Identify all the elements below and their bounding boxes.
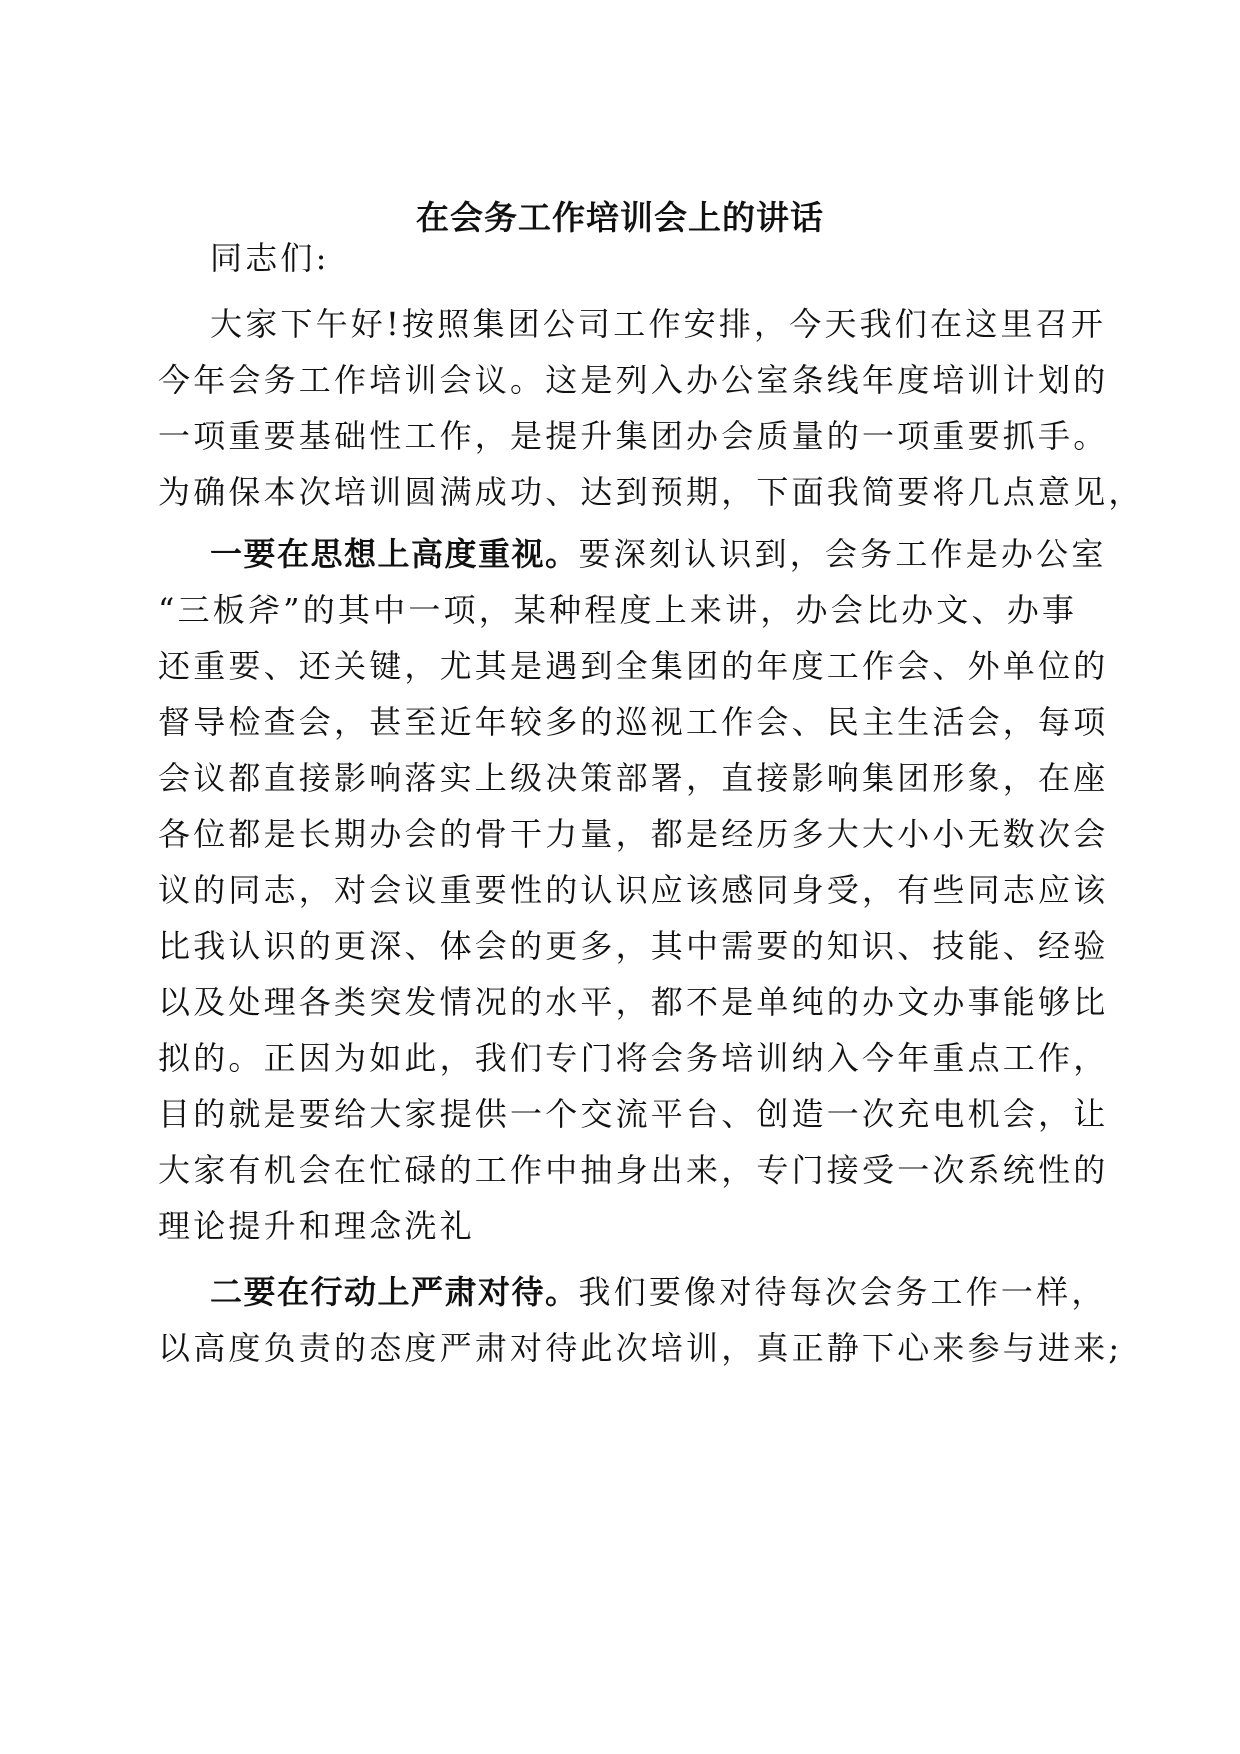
intro-line: 一项重要基础性工作，是提升集团办会质量的一项重要抓手。 [158,417,1109,455]
point1-line: 拟的。正因为如此，我们专门将会务培训纳入今年重点工作， [158,1039,1109,1077]
point1-line: 各位都是长期办会的骨干力量，都是经历多大大小小无数次会 [158,815,1109,853]
point1-line: 大家有机会在忙碌的工作中抽身出来，专门接受一次系统性的 [158,1151,1109,1189]
point1-first-line [210,532,1140,576]
point1-line: 比我认识的更深、体会的更多，其中需要的知识、技能、经验 [158,927,1109,965]
point1-line: 会议都直接影响落实上级决策部署，直接影响集团形象，在座 [158,759,1109,797]
point1-line: 还重要、还关键，尤其是遇到全集团的年度工作会、外单位的 [158,647,1109,685]
point1-heading: 一要在思想上高度重视。 [210,535,579,573]
point2-first-line [210,1270,1140,1314]
point1-line: 议的同志，对会议重要性的认识应该感同身受，有些同志应该 [158,871,1109,909]
point2-first-line-rest: 我们要像对待每次会务工作一样， [578,1273,1107,1311]
intro-line: 为确保本次培训圆满成功、达到预期，下面我简要将几点意见， [158,473,1144,511]
intro-line: 今年会务工作培训会议。这是列入办公室条线年度培训计划的 [158,361,1109,399]
salutation: 同志们: [210,239,330,277]
point1-line: “三板斧”的其中一项，某种程度上来讲，办会比办文、办事 [158,591,1078,629]
point1-line: 以及处理各类突发情况的水平，都不是单纯的办文办事能够比 [158,983,1109,1021]
point2-line: 以高度负责的态度严肃对待此次培训，真正静下心来参与进来; [158,1329,1123,1367]
point1-first-line-rest: 要深刻认识到，会务工作是办公室 [578,535,1107,573]
point2-heading: 二要在行动上严肃对待。 [210,1273,579,1311]
point1-line: 理论提升和理念洗礼 [158,1207,475,1245]
point1-line: 督导检查会，甚至近年较多的巡视工作会、民主生活会，每项 [158,703,1109,741]
intro-line: 大家下午好!按照集团公司工作安排，今天我们在这里召开 [210,305,1107,343]
document-title: 在会务工作培训会上的讲话 [416,198,824,237]
point1-line: 目的就是要给大家提供一个交流平台、创造一次充电机会，让 [158,1095,1109,1133]
